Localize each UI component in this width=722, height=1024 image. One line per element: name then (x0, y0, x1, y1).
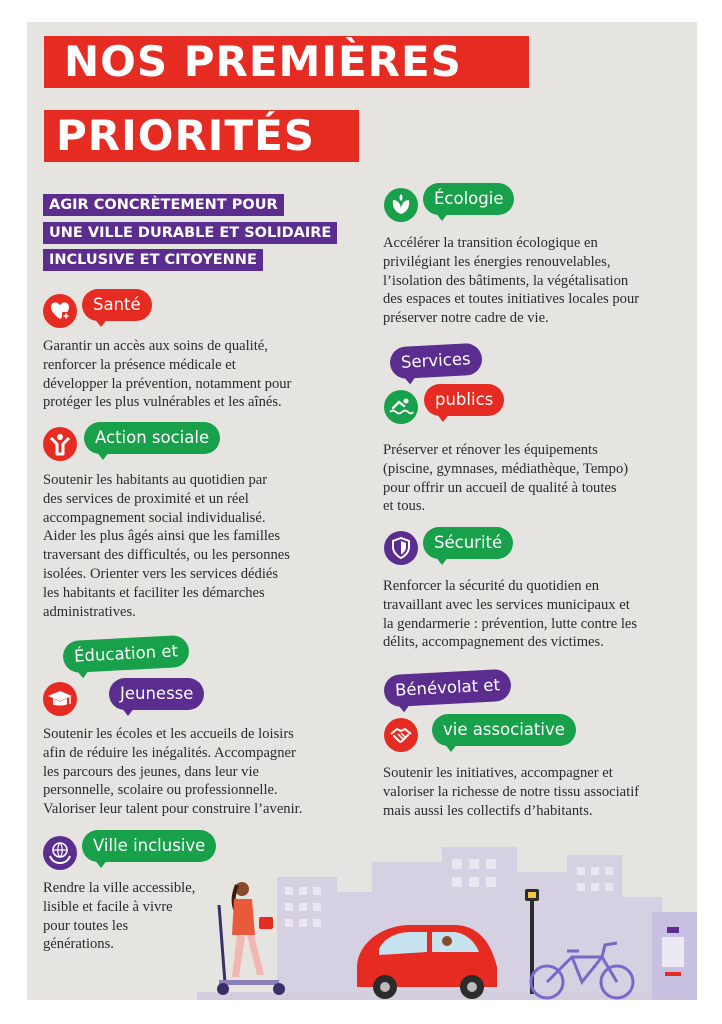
sante-text: Garantir un accès aux soins de qualité, renforcer la présence médicale et développer la prévention, notamment pour protéger les plus vulnérables et les aînés. (43, 338, 292, 411)
vie-associative-label: vie associative (432, 714, 576, 746)
city-illustration (27, 837, 697, 1000)
flyer-page (27, 22, 697, 1000)
ecologie-label: Écologie (423, 183, 514, 215)
services-publics-text: Préserver et rénover les équipements (piscine, gymnases, médiathèque, Tempo) pour offrir un accueil de qualité à toutes et tous. (383, 442, 629, 515)
subtitle-line-2: UNE VILLE DURABLE ET SOLIDAIRE (43, 222, 337, 244)
education-text: Soutenir les écoles et les accueils de loisirs afin de réduire les inégalités. Accompagner les parcours des jeunes, dans leur vie personnelle, scolaire ou professionnelle. Valoriser leur talent pour construire l’avenir. (43, 726, 303, 818)
title-line-2: PRIORITÉS (44, 110, 359, 162)
securite-label: Sécurité (423, 527, 513, 559)
action-sociale-text: Soutenir les habitants au quotidien par des services de proximité et un réel accompagnement social individualisé. Aider les plus âgés ainsi que les familles traversant des difficultés, ou les personnes isolées. Orienter vers les services dédiés les habitants et faciliter les démarches administratives. (43, 472, 290, 620)
benevolat-text: Soutenir les initiatives, accompagner et valoriser la richesse de notre tissu associatif mais aussi les collectifs d’habitants. (383, 765, 640, 819)
jeunesse-label: Jeunesse (109, 678, 204, 710)
education-label: Éducation et (62, 635, 190, 674)
title-line-1: NOS PREMIÈRES (44, 36, 529, 88)
graduation-cap-icon (43, 682, 77, 716)
securite-text: Renforcer la sécurité du quotidien en travaillant avec les services municipaux et la gendarmerie : prévention, lutte contre les délits, accompagnement des victimes. (383, 578, 638, 651)
heart-plus-icon (43, 294, 77, 328)
subtitle-line-3: INCLUSIVE ET CITOYENNE (43, 249, 263, 271)
services-label: Services (389, 343, 482, 380)
publics-label: publics (424, 384, 504, 416)
person-arms-up-icon (43, 427, 77, 461)
ecologie-text: Accélérer la transition écologique en privilégiant les énergies renouvelables, l’isolation des bâtiments, la végétalisation des espaces et toutes initiatives locales pour préserver notre cadre de vie. (383, 235, 640, 327)
shield-icon (384, 531, 418, 565)
handshake-icon (384, 718, 418, 752)
benevolat-label: Bénévolat et (383, 669, 511, 708)
subtitle-line-1: AGIR CONCRÈTEMENT POUR (43, 194, 284, 216)
action-sociale-label: Action sociale (84, 422, 220, 454)
ville-inclusive-label: Ville inclusive (82, 830, 216, 862)
swimmer-icon (384, 390, 418, 424)
sante-label: Santé (82, 289, 152, 321)
ville-inclusive-text: Rendre la ville accessible, lisible et facile à vivre pour toutes les générations. (43, 880, 196, 953)
leaf-icon (384, 188, 418, 222)
